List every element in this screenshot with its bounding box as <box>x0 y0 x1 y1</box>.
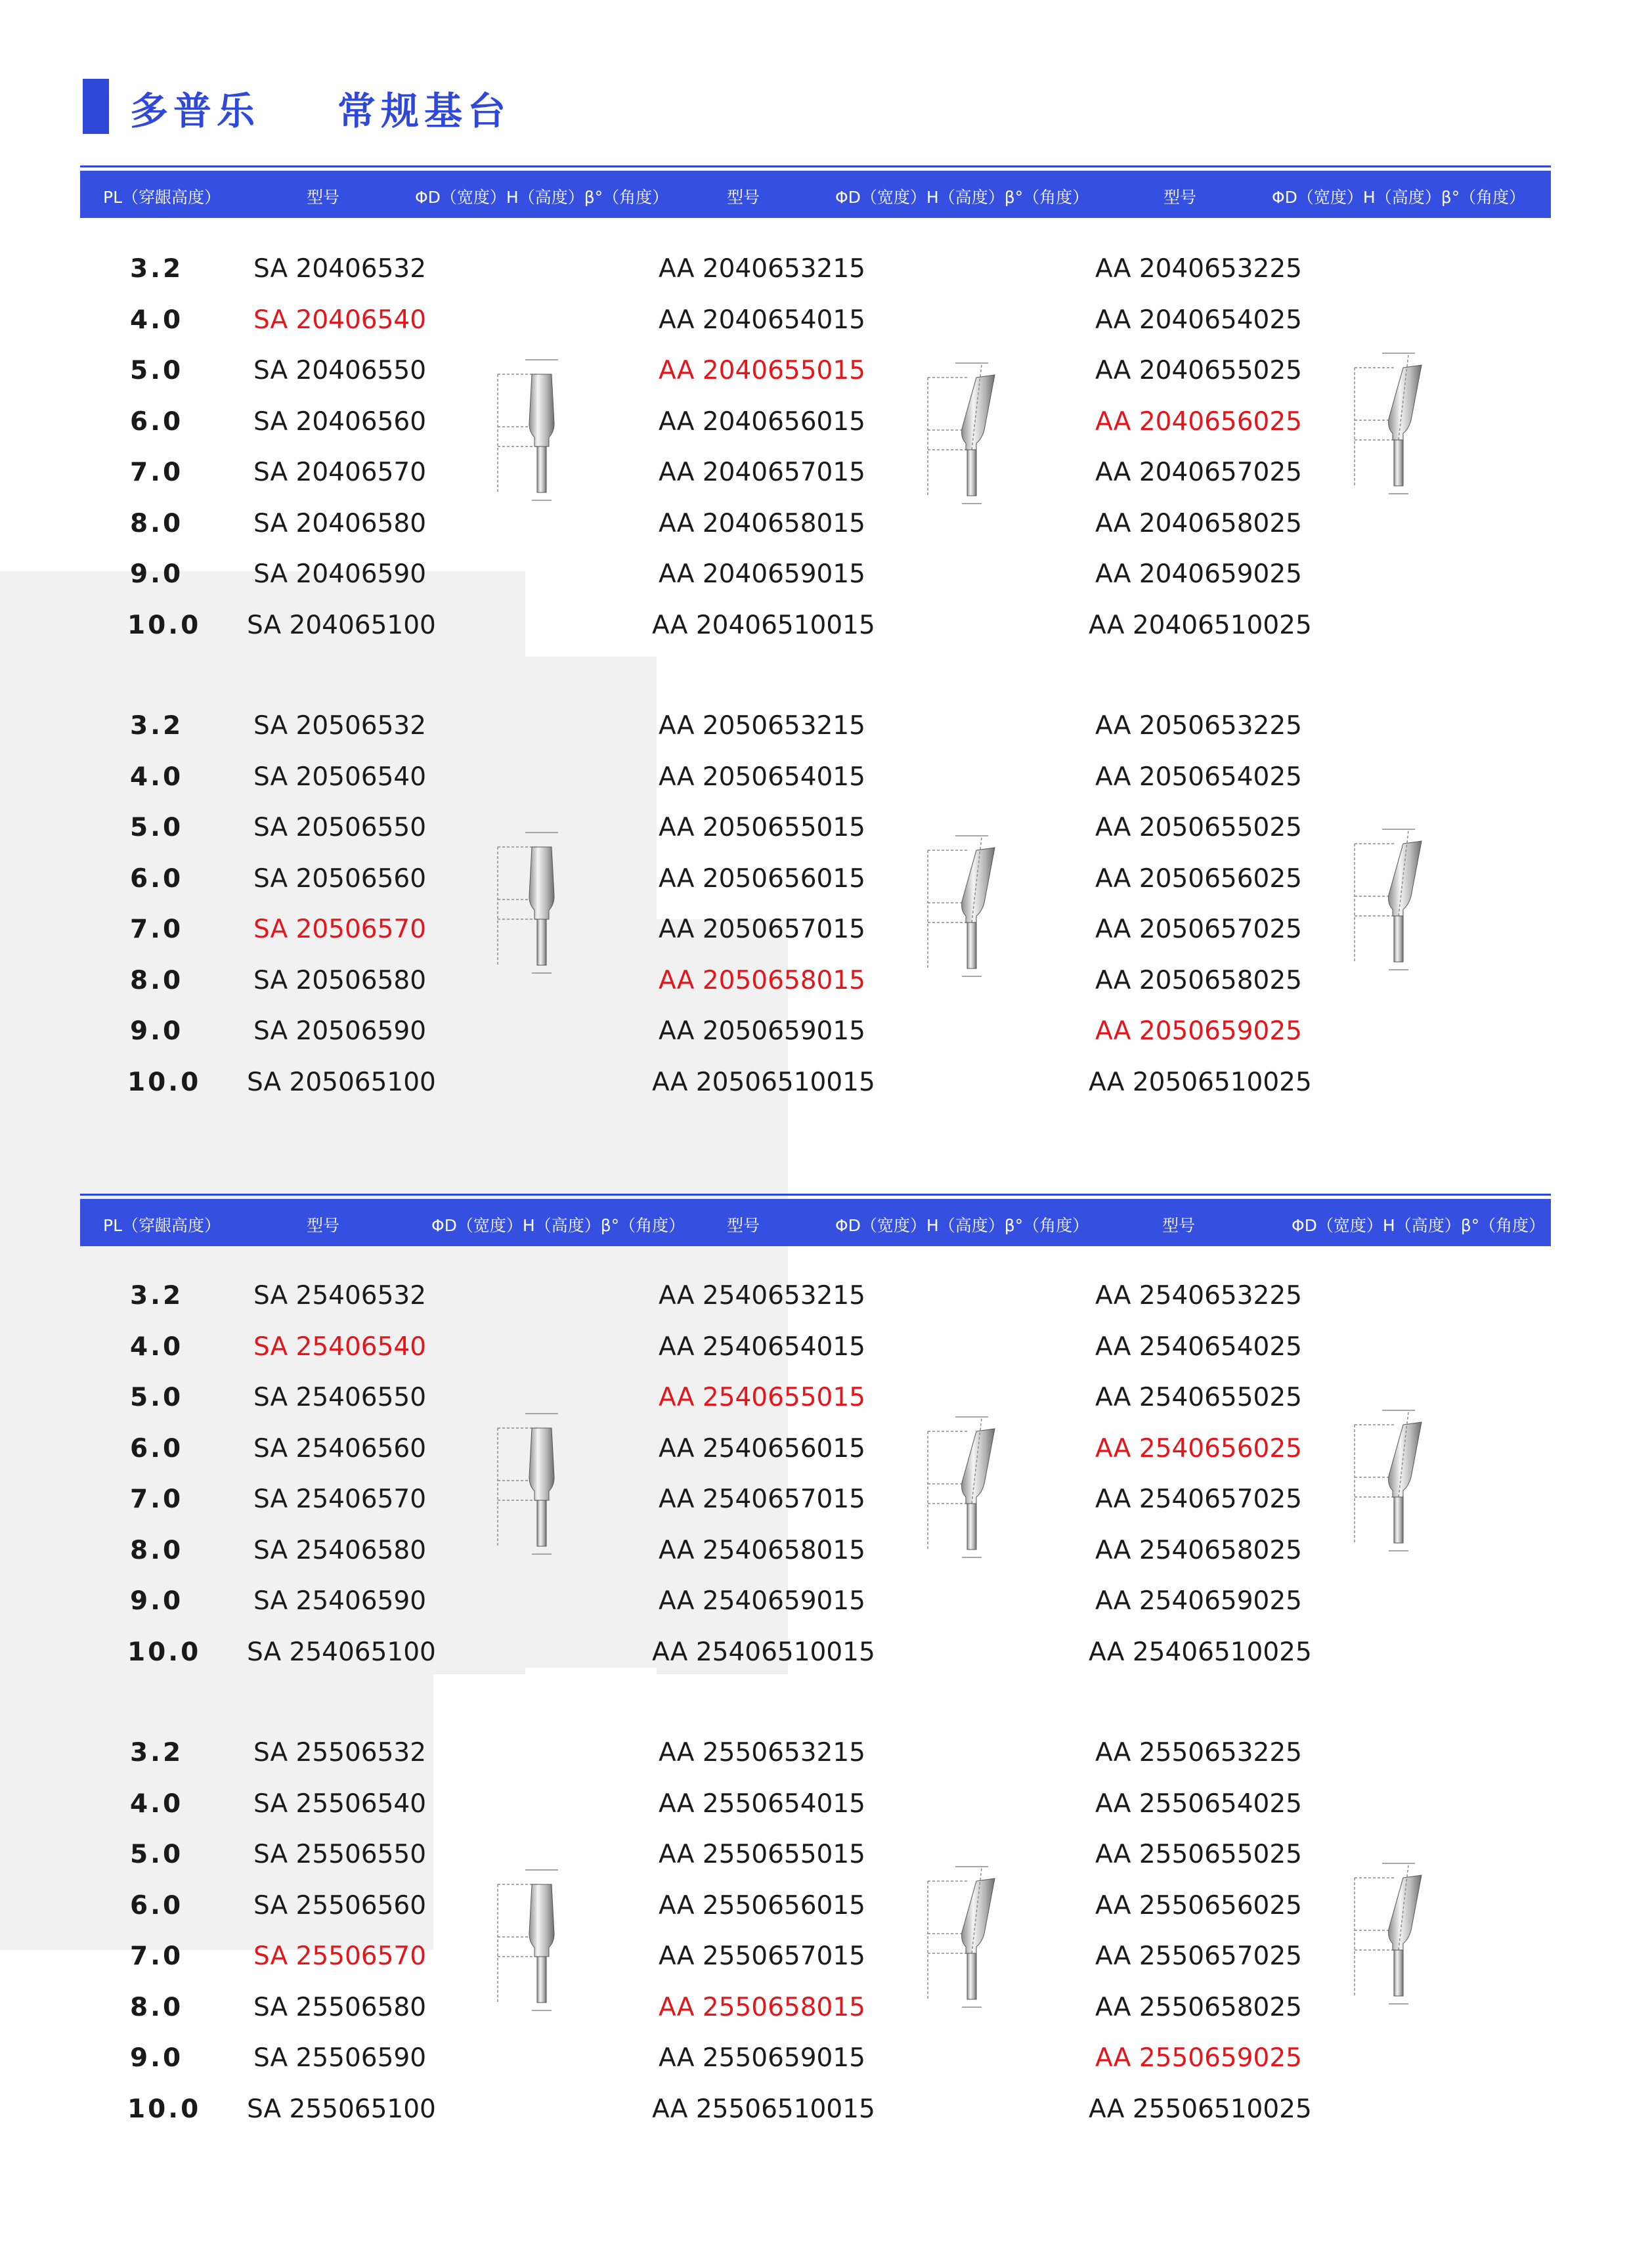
aa15-model: AA 2050657015 <box>659 915 865 944</box>
pl-value: 4.0 <box>130 1789 184 1819</box>
abutment-15deg-figure <box>916 1855 1021 2012</box>
sa-model: SA 20406560 <box>253 406 427 437</box>
pl-value: 9.0 <box>130 2043 184 2073</box>
pl-value: 3.2 <box>130 711 184 741</box>
sa-model: SA 25506560 <box>253 1890 427 1920</box>
sa-model: SA 25406560 <box>253 1433 427 1464</box>
sa-model: SA 205065100 <box>247 1067 436 1097</box>
pl-value: 3.2 <box>130 1281 184 1311</box>
aa15-model: AA 2550659015 <box>659 2043 865 2073</box>
sa-model: SA 20406532 <box>253 254 427 284</box>
title-accent-bar <box>83 79 109 134</box>
aa15-model: AA 2040656015 <box>659 406 865 437</box>
sa-model: SA 25406540 <box>253 1332 427 1362</box>
aa25-model: AA 2050658025 <box>1095 965 1302 995</box>
aa25-model: AA 2050656025 <box>1095 863 1302 894</box>
sa-model: SA 25406590 <box>253 1586 427 1616</box>
aa15-model: AA 2040657015 <box>659 458 865 487</box>
abutment-15deg-figure <box>916 1405 1021 1563</box>
aa25-model: AA 2050655025 <box>1095 813 1302 842</box>
aa15-model: AA 2540653215 <box>659 1281 865 1311</box>
pl-value: 5.0 <box>130 356 184 385</box>
abutment-25deg-figure <box>1343 1852 1448 2009</box>
header-model: 型号 <box>1162 1216 1196 1235</box>
sa-model: SA 25506570 <box>253 1941 427 1971</box>
aa15-model: AA 2050656015 <box>659 863 865 894</box>
aa15-model: AA 2050658015 <box>659 965 865 995</box>
pl-value: 6.0 <box>130 406 184 437</box>
aa25-model: AA 25406510025 <box>1089 1637 1312 1667</box>
pl-value: 8.0 <box>130 508 184 538</box>
header-model: 型号 <box>307 1216 340 1235</box>
sa-model: SA 204065100 <box>247 610 436 640</box>
aa25-model: AA 20506510025 <box>1089 1067 1312 1097</box>
aa25-model: AA 2550658025 <box>1095 1992 1302 2022</box>
aa15-model: AA 2040654015 <box>659 305 865 335</box>
sa-model: SA 25406532 <box>253 1281 427 1311</box>
sa-model: SA 25406550 <box>253 1383 427 1412</box>
aa25-model: AA 2050659025 <box>1095 1016 1302 1046</box>
sa-model: SA 20506570 <box>253 915 427 944</box>
header-dims: ΦD（宽度）H（高度）β°（角度） <box>1272 188 1526 207</box>
sa-model: SA 20406540 <box>253 305 427 335</box>
aa25-model: AA 2550657025 <box>1095 1941 1302 1971</box>
aa15-model: AA 2050659015 <box>659 1016 865 1046</box>
pl-value: 4.0 <box>130 1332 184 1362</box>
abutment-straight-figure <box>486 1402 591 1559</box>
pl-value: 9.0 <box>130 1016 184 1046</box>
aa25-model: AA 2040659025 <box>1095 559 1302 589</box>
header-pl: PL（穿龈高度） <box>103 1216 221 1235</box>
sa-model: SA 20506590 <box>253 1016 427 1046</box>
aa25-model: AA 2550656025 <box>1095 1890 1302 1920</box>
aa25-model: AA 25506510025 <box>1089 2094 1312 2124</box>
aa15-model: AA 20506510015 <box>652 1067 875 1097</box>
aa15-model: AA 2050653215 <box>659 711 865 741</box>
brand-title: 多普乐 <box>130 89 261 133</box>
pl-value: 5.0 <box>130 813 184 842</box>
aa25-model: AA 2550653225 <box>1095 1738 1302 1768</box>
sa-model: SA 20406550 <box>253 356 427 385</box>
sa-model: SA 25506550 <box>253 1840 427 1869</box>
pl-value: 7.0 <box>130 1941 184 1971</box>
aa15-model: AA 2550656015 <box>659 1890 865 1920</box>
aa15-model: AA 2040655015 <box>659 356 865 385</box>
pl-value: 4.0 <box>130 305 184 335</box>
header-dims: ΦD（宽度）H（高度）β°（角度） <box>835 1216 1089 1235</box>
pl-value: 3.2 <box>130 1738 184 1768</box>
header-dims: ΦD（宽度）H（高度）β°（角度） <box>1292 1216 1546 1235</box>
header-dims: ΦD（宽度）H（高度）β°（角度） <box>415 188 669 207</box>
aa15-model: AA 2550655015 <box>659 1840 865 1869</box>
aa25-model: AA 2540657025 <box>1095 1485 1302 1514</box>
sa-model: SA 25506540 <box>253 1789 427 1819</box>
header-top-line <box>80 1194 1551 1196</box>
sa-model: SA 25506590 <box>253 2043 427 2073</box>
aa25-model: AA 2050653225 <box>1095 711 1302 741</box>
aa15-model: AA 2540659015 <box>659 1586 865 1616</box>
header-dims: ΦD（宽度）H（高度）β°（角度） <box>835 188 1089 207</box>
pl-value: 8.0 <box>130 1992 184 2022</box>
aa25-model: AA 2540655025 <box>1095 1383 1302 1412</box>
aa25-model: AA 2040655025 <box>1095 356 1302 385</box>
abutment-15deg-figure <box>916 351 1021 509</box>
aa25-model: AA 2040656025 <box>1095 406 1302 437</box>
pl-value: 10.0 <box>127 1637 202 1667</box>
aa15-model: AA 25406510015 <box>652 1637 875 1667</box>
header-model: 型号 <box>727 1216 760 1235</box>
abutment-25deg-figure <box>1343 1399 1448 1556</box>
aa15-model: AA 2550654015 <box>659 1789 865 1819</box>
abutment-25deg-figure <box>1343 817 1448 975</box>
abutment-15deg-figure <box>916 824 1021 982</box>
aa25-model: AA 2040657025 <box>1095 458 1302 487</box>
aa15-model: AA 2540655015 <box>659 1383 865 1412</box>
pl-value: 3.2 <box>130 254 184 284</box>
aa25-model: AA 2550655025 <box>1095 1840 1302 1869</box>
pl-value: 6.0 <box>130 1433 184 1464</box>
aa25-model: AA 20406510025 <box>1089 610 1312 640</box>
pl-value: 5.0 <box>130 1840 184 1869</box>
sa-model: SA 25506532 <box>253 1738 427 1768</box>
pl-value: 4.0 <box>130 762 184 792</box>
aa25-model: AA 2540656025 <box>1095 1433 1302 1464</box>
pl-value: 6.0 <box>130 1890 184 1920</box>
sa-model: SA 20406580 <box>253 508 427 538</box>
aa15-model: AA 2540656015 <box>659 1433 865 1464</box>
aa25-model: AA 2040658025 <box>1095 508 1302 538</box>
sa-model: SA 255065100 <box>247 2094 436 2124</box>
pl-value: 9.0 <box>130 559 184 589</box>
abutment-straight-figure <box>486 821 591 978</box>
aa15-model: AA 2550658015 <box>659 1992 865 2022</box>
pl-value: 6.0 <box>130 863 184 894</box>
aa15-model: AA 2050655015 <box>659 813 865 842</box>
pl-value: 7.0 <box>130 1485 184 1514</box>
sa-model: SA 20406570 <box>253 458 427 487</box>
pl-value: 8.0 <box>130 965 184 995</box>
header-pl: PL（穿龈高度） <box>103 188 221 207</box>
header-model: 型号 <box>307 188 340 207</box>
aa15-model: AA 25506510015 <box>652 2094 875 2124</box>
pl-value: 5.0 <box>130 1383 184 1412</box>
header-model: 型号 <box>727 188 760 207</box>
aa15-model: AA 2540657015 <box>659 1485 865 1514</box>
aa25-model: AA 2050657025 <box>1095 915 1302 944</box>
aa25-model: AA 2040653225 <box>1095 254 1302 284</box>
aa15-model: AA 2550653215 <box>659 1738 865 1768</box>
aa15-model: AA 2540658015 <box>659 1535 865 1565</box>
aa25-model: AA 2540658025 <box>1095 1535 1302 1565</box>
sa-model: SA 20506560 <box>253 863 427 894</box>
header-model: 型号 <box>1163 188 1197 207</box>
sa-model: SA 25406580 <box>253 1535 427 1565</box>
aa25-model: AA 2040654025 <box>1095 305 1302 335</box>
pl-value: 10.0 <box>127 2094 202 2124</box>
pl-value: 10.0 <box>127 1067 202 1097</box>
aa15-model: AA 2050654015 <box>659 762 865 792</box>
abutment-25deg-figure <box>1343 341 1448 499</box>
aa25-model: AA 2540659025 <box>1095 1586 1302 1616</box>
aa15-model: AA 20406510015 <box>652 610 875 640</box>
table-header-2 <box>80 1199 1551 1246</box>
pl-value: 7.0 <box>130 458 184 487</box>
pl-value: 7.0 <box>130 915 184 944</box>
sa-model: SA 25406570 <box>253 1485 427 1514</box>
sa-model: SA 25506580 <box>253 1992 427 2022</box>
sa-model: SA 20506540 <box>253 762 427 792</box>
header-dims: ΦD（宽度）H（高度）β°（角度） <box>431 1216 685 1235</box>
aa15-model: AA 2040659015 <box>659 559 865 589</box>
table-header-1 <box>80 171 1551 218</box>
header-top-line <box>80 165 1551 167</box>
page-title: 常规基台 <box>337 89 511 133</box>
aa15-model: AA 2040658015 <box>659 508 865 538</box>
aa25-model: AA 2550654025 <box>1095 1789 1302 1819</box>
aa25-model: AA 2550659025 <box>1095 2043 1302 2073</box>
pl-value: 8.0 <box>130 1535 184 1565</box>
sa-model: SA 20506550 <box>253 813 427 842</box>
sa-model: SA 20506580 <box>253 965 427 995</box>
aa25-model: AA 2050654025 <box>1095 762 1302 792</box>
abutment-straight-figure <box>486 1858 591 2016</box>
aa25-model: AA 2540653225 <box>1095 1281 1302 1311</box>
aa15-model: AA 2550657015 <box>659 1941 865 1971</box>
pl-value: 9.0 <box>130 1586 184 1616</box>
sa-model: SA 20506532 <box>253 711 427 741</box>
abutment-straight-figure <box>486 348 591 506</box>
aa25-model: AA 2540654025 <box>1095 1332 1302 1362</box>
sa-model: SA 20406590 <box>253 559 427 589</box>
aa15-model: AA 2040653215 <box>659 254 865 284</box>
sa-model: SA 254065100 <box>247 1637 436 1667</box>
pl-value: 10.0 <box>127 610 202 640</box>
aa15-model: AA 2540654015 <box>659 1332 865 1362</box>
